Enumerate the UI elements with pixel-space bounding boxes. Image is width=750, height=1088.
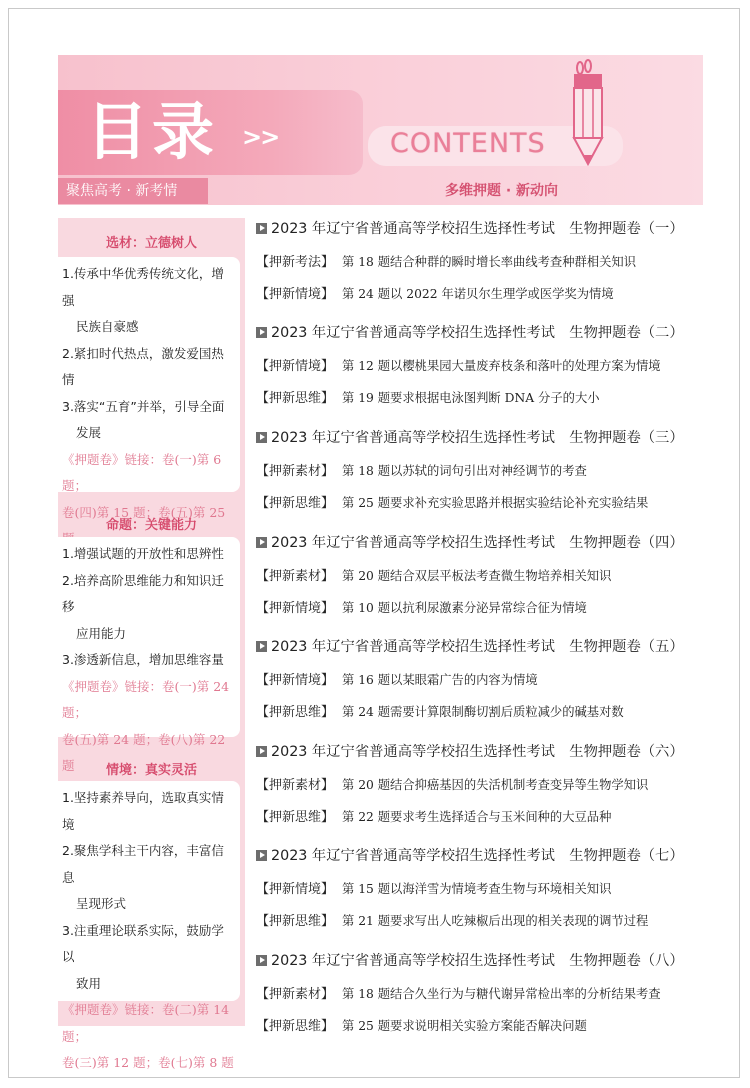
exam-row	[256, 701, 706, 721]
exam-row	[256, 910, 706, 930]
play-icon	[256, 537, 267, 548]
exam-title-text: 2023 年辽宁省普通高等学校招生选择性考试 生物押题卷（六）	[271, 744, 684, 760]
row-label: 【押新情境】	[256, 287, 335, 302]
exam-title-text: 2023 年辽宁省普通高等学校招生选择性考试 生物押题卷（五）	[271, 639, 684, 655]
row-label: 【押新思维】	[256, 391, 335, 406]
sidebar-heading-material: 选材：立德树人	[105, 236, 197, 251]
exam-title	[256, 219, 706, 239]
contents-label	[390, 128, 546, 159]
row-label: 【押新思维】	[256, 705, 335, 720]
row-label: 【押新素材】	[256, 778, 335, 793]
row-text: 第 25 题要求说明相关实验方案能否解决问题	[342, 1019, 587, 1033]
play-icon	[256, 641, 267, 652]
exam-row	[256, 1015, 706, 1035]
row-label: 【押新素材】	[256, 464, 335, 479]
sidebar-link: 卷(五)第 24 题；卷(八)第 22 题	[62, 731, 226, 773]
pencil-icon	[566, 58, 616, 168]
row-text: 第 24 题以 2022 年诺贝尔生理学或医学奖为情境	[342, 287, 614, 301]
row-text: 第 18 题结合种群的瞬时增长率曲线考查种群相关知识	[342, 255, 636, 269]
exam-title-text: 2023 年辽宁省普通高等学校招生选择性考试 生物押题卷（四）	[271, 535, 684, 551]
play-icon	[256, 223, 267, 234]
row-label: 【押新思维】	[256, 496, 335, 511]
exam-entry-5	[256, 637, 706, 721]
row-text: 第 18 题以苏轼的词句引出对神经调节的考查	[342, 464, 587, 478]
exam-row	[256, 597, 706, 617]
sidebar-link: 卷(三)第 12 题；卷(七)第 8 题	[62, 1055, 234, 1070]
row-text: 第 22 题要求考生选择适合与玉米间种的大豆品种	[342, 810, 612, 824]
exam-entry-1	[256, 219, 706, 303]
sidebar-item: 呈现形式	[76, 896, 127, 911]
tag-right: 多维押题 · 新动向	[444, 183, 559, 199]
row-text: 第 21 题要求写出人吃辣椒后出现的相关表现的调节过程	[342, 914, 649, 928]
sidebar-item: 应用能力	[76, 625, 127, 641]
exam-entry-7	[256, 846, 706, 930]
exam-title-text: 2023 年辽宁省普通高等学校招生选择性考试 生物押题卷（二）	[271, 325, 684, 341]
row-text: 第 16 题以某眼霜广告的内容为情境	[342, 673, 538, 687]
exam-row	[256, 387, 706, 407]
row-label: 【押新情境】	[256, 601, 335, 616]
row-text: 第 10 题以抗利尿激素分泌异常综合征为情境	[342, 601, 587, 615]
sidebar-item: 3.注重理论联系实际，鼓励学以	[62, 922, 224, 964]
row-text: 第 15 题以海洋雪为情境考查生物与环境相关知识	[342, 882, 612, 896]
sidebar-item: 1.增强试题的开放性和思辨性	[62, 546, 224, 561]
exam-title-text: 2023 年辽宁省普通高等学校招生选择性考试 生物押题卷（七）	[271, 848, 684, 864]
sidebar-link: 《押题卷》链接：卷(二)第 14 题；	[62, 1002, 230, 1044]
row-text: 第 19 题要求根据电泳图判断 DNA 分子的大小	[342, 391, 600, 405]
exam-title-text: 2023 年辽宁省普通高等学校招生选择性考试 生物押题卷（一）	[271, 221, 684, 237]
sidebar-card-context	[58, 781, 240, 1070]
row-label: 【押新思维】	[256, 810, 335, 825]
exam-row	[256, 283, 706, 303]
exam-title-text: 2023 年辽宁省普通高等学校招生选择性考试 生物押题卷（八）	[271, 953, 684, 969]
exam-title-text: 2023 年辽宁省普通高等学校招生选择性考试 生物押题卷（三）	[271, 430, 684, 446]
play-icon	[256, 327, 267, 338]
sidebar-heading-proposition: 命题：关键能力	[105, 518, 197, 533]
row-text: 第 18 题结合久坐行为与糖代谢异常检出率的分析结果考查	[342, 987, 661, 1001]
exam-row	[256, 878, 706, 898]
sidebar-item: 发展	[76, 425, 102, 440]
play-icon	[256, 955, 267, 966]
exam-entry-2	[256, 323, 706, 407]
sidebar-link: 《押题卷》链接：卷(一)第 24 题；	[62, 678, 230, 720]
page-title: 目录	[86, 95, 219, 168]
exam-title	[256, 323, 706, 343]
sidebar-link: 卷(四)第 15 题；卷(五)第 25	[62, 504, 226, 520]
exam-row	[256, 251, 706, 271]
exam-title	[256, 637, 706, 657]
exam-entry-8	[256, 951, 706, 1035]
row-label: 【押新素材】	[256, 987, 335, 1002]
row-label: 【押新情境】	[256, 882, 335, 897]
row-text: 第 20 题结合抑癌基因的失活机制考查变异等生物学知识	[342, 778, 649, 792]
exam-row	[256, 492, 706, 512]
play-icon	[256, 746, 267, 757]
row-label: 【押新情境】	[256, 359, 335, 374]
exam-entry-4	[256, 533, 706, 617]
row-text: 第 20 题结合双层平板法考查微生物培养相关知识	[342, 569, 612, 583]
row-text: 第 25 题要求补充实验思路并根据实验结论补充实验结果	[342, 496, 649, 510]
exam-row	[256, 565, 706, 585]
exam-entry-3	[256, 428, 706, 512]
sidebar-item: 3.渗透新信息，增加思维容量	[62, 652, 224, 667]
exam-entry-6	[256, 742, 706, 826]
row-label: 【押新素材】	[256, 569, 335, 584]
exam-title	[256, 951, 706, 971]
play-icon	[256, 850, 267, 861]
exam-row	[256, 806, 706, 826]
sidebar-item: 1.坚持素养导向，选取真实情境	[62, 790, 224, 832]
sidebar-item: 1.传承中华优秀传统文化，增强	[62, 266, 224, 308]
row-label: 【押新情境】	[256, 673, 335, 688]
exam-row	[256, 774, 706, 794]
exam-row	[256, 460, 706, 480]
exam-title	[256, 846, 706, 866]
exam-row	[256, 355, 706, 375]
sidebar-card-material	[58, 257, 240, 520]
row-text: 第 12 题以樱桃果园大量废弃枝条和落叶的处理方案为情境	[342, 359, 661, 373]
exam-title	[256, 533, 706, 553]
sidebar-item: 2.培养高阶思维能力和知识迁移	[62, 572, 224, 614]
sidebar-item: 2.紧扣时代热点，激发爱国热情	[62, 345, 224, 387]
sidebar-item: 2.聚焦学科主干内容，丰富信息	[62, 843, 224, 885]
exam-title	[256, 428, 706, 448]
row-text: 第 24 题需要计算限制酶切割后质粒减少的碱基对数	[342, 705, 624, 719]
sidebar-item: 致用	[76, 975, 102, 991]
double-arrow-icon: >>	[242, 123, 279, 151]
sidebar-heading-context: 情境：真实灵活	[105, 763, 197, 778]
sidebar-link: 《押题卷》链接：卷(一)第 6 题；	[62, 451, 222, 493]
contents-text: CONTENTS	[390, 128, 546, 159]
row-label: 【押新思维】	[256, 1019, 335, 1034]
row-label: 【押新思维】	[256, 914, 335, 929]
row-label: 【押新考法】	[256, 255, 335, 270]
play-icon	[256, 432, 267, 443]
exam-row	[256, 669, 706, 689]
exam-title	[256, 742, 706, 762]
sidebar-item: 民族自豪感	[76, 319, 139, 334]
sidebar-item: 3.落实“五育”并举，引导全面	[62, 398, 225, 414]
tag-left: 聚焦高考 · 新考情	[58, 178, 208, 204]
exam-row	[256, 983, 706, 1003]
